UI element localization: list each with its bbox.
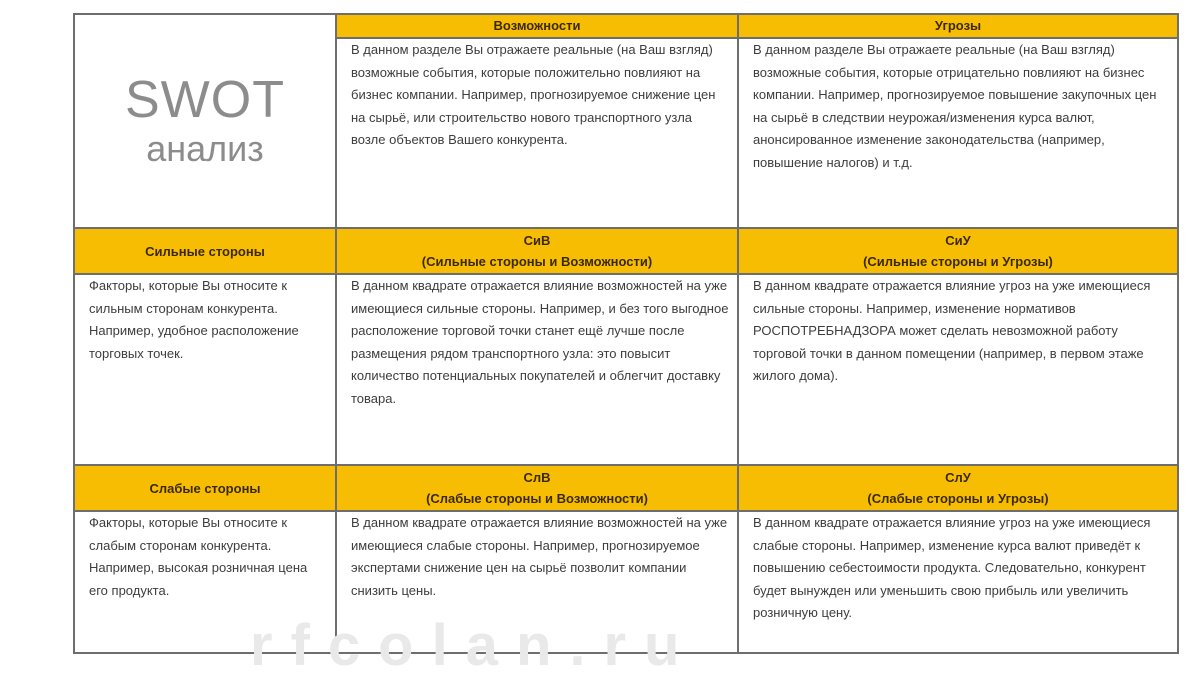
st-title: (Сильные стороны и Угрозы) [863,254,1053,269]
wo-description [336,511,738,653]
wt-header [738,465,1178,511]
wt-code: СлУ [945,470,971,485]
weaknesses-description [74,511,336,653]
so-description [336,274,738,465]
weaknesses-body-row [74,511,1178,653]
wt-description [738,511,1178,653]
weaknesses-header: Слабые стороны [74,465,336,511]
so-title: (Сильные стороны и Возможности) [421,254,653,269]
so-header [336,228,738,274]
header-row [74,14,1178,38]
opportunities-header: Возможности [336,14,738,38]
wo-header [336,465,738,511]
watermark: rfcolan.ru [250,613,698,678]
strengths-body-row [74,274,1178,465]
logo-subtitle: анализ [146,128,264,169]
weaknesses-header-row [74,465,1178,511]
opportunities-description [336,38,738,228]
strengths-text: Факторы, которые Вы относите к сильным сторонам конкурента. Например, удобное расположение торговых точек. [89,278,299,361]
so-code: СиВ [523,233,551,248]
wo-code: СлВ [523,470,551,485]
st-code: СиУ [945,233,971,248]
weaknesses-text: Факторы, которые Вы относите к слабым сторонам конкурента. Например, высокая розничная цена его продукта. [89,515,308,598]
strengths-description [74,274,336,465]
wt-title: (Слабые стороны и Угрозы) [867,491,1049,506]
logo-title: SWOT [125,71,285,129]
swot-table [73,13,1179,654]
wo-text: В данном квадрате отражается влияние возможностей на уже имеющиеся слабые стороны. Например, прогнозируемое экспертами снижение цен на сырьё позволит компании снизить цены. [351,515,728,598]
opportunities-text: В данном разделе Вы отражаете реальные (на Ваш взгляд) возможные события, которые положительно повлияют на бизнес компании. Например, прогнозируемое снижение цен на сырьё, или строительство нового транспортного узла возле объектов Вашего конкурента. [351,42,716,147]
threats-description [738,38,1178,228]
swot-logo-cell [74,14,336,228]
strengths-header: Сильные стороны [74,228,336,274]
threats-header: Угрозы [738,14,1178,38]
strengths-header-row [74,228,1178,274]
wt-text: В данном квадрате отражается влияние угроз на уже имеющиеся слабые стороны. Например, изменение курса валют приведёт к повышению себестоимости продукта. Следовательно, конкурент будет вынужден или уменьшить свою прибыль или увеличить розничную цену. [753,515,1151,620]
so-text: В данном квадрате отражается влияние возможностей на уже имеющиеся сильные стороны. Например, и без того выгодное расположение торговой точки станет ещё лучше после размещения рядом транспортного узла: это повысит количество потенциальных покупателей и облегчит доставку товара. [351,278,729,406]
st-text: В данном квадрате отражается влияние угроз на уже имеющиеся сильные стороны. Например, изменение нормативов РОСПОТРЕБНАДЗОРА может сделать невозможной работу торговой точки в данном помещении (например, в первом этаже жилого дома). [753,278,1151,383]
threats-text: В данном разделе Вы отражаете реальные (на Ваш взгляд) возможные события, которые отрицательно повлияют на бизнес компании. Например, прогнозируемое повышение закупочных цен на сырьё в следствии неурожая/изменения курса валют, анонсированное изменение законодательства (например, повышение налогов) и т.д. [753,42,1157,170]
st-description [738,274,1178,465]
wo-title: (Слабые стороны и Возможности) [426,491,648,506]
st-header [738,228,1178,274]
